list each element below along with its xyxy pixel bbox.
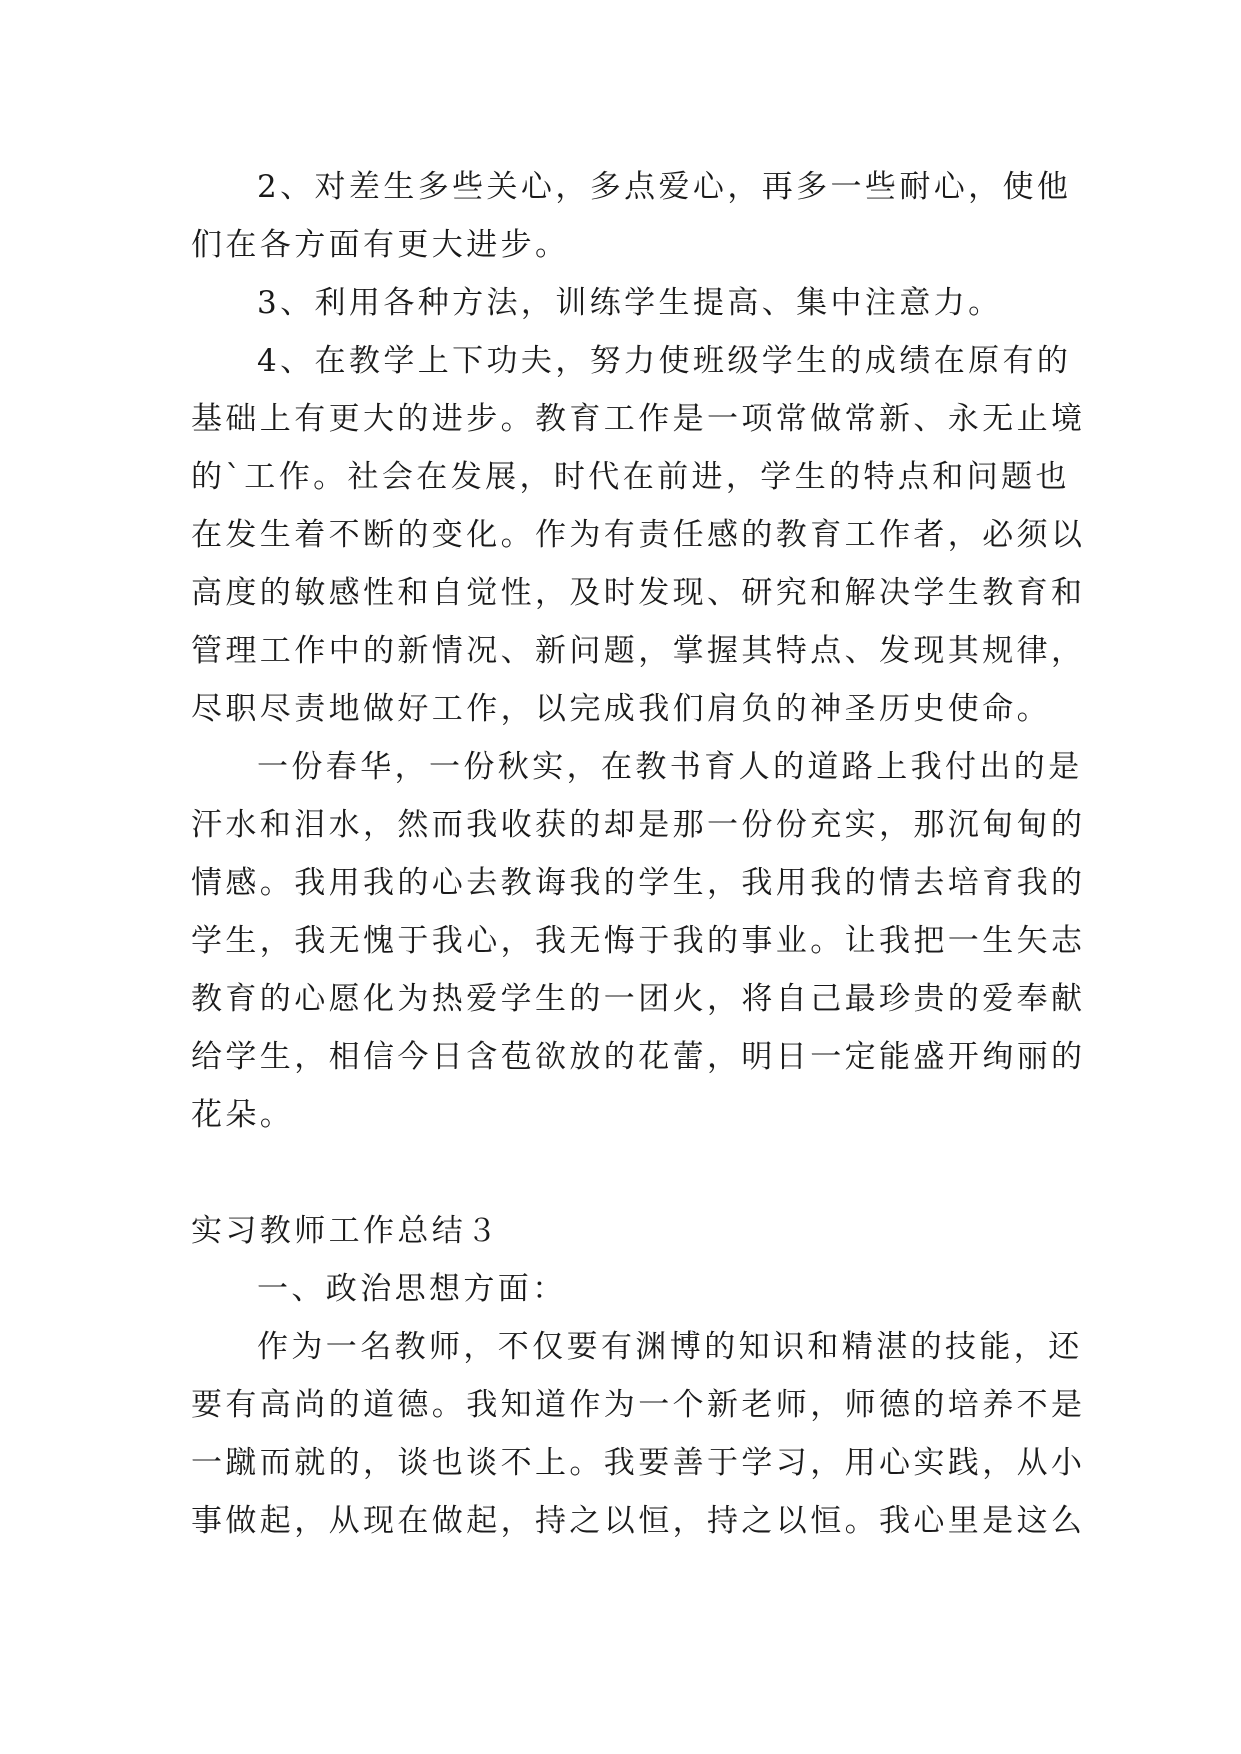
- paragraph-line: 们在各方面有更大进步。: [191, 227, 570, 263]
- paragraph-line: 一蹴而就的，谈也谈不上。我要善于学习，用心实践，从小: [191, 1445, 1086, 1481]
- paragraph-line: 2、对差生多些关心，多点爱心，再多一些耐心，使他: [257, 169, 1072, 205]
- paragraph-line: 教育的心愿化为热爱学生的一团火，将自己最珍贵的爱奉献: [191, 981, 1086, 1017]
- paragraph-line: 的`工作。社会在发展，时代在前进，学生的特点和问题也: [191, 459, 1070, 495]
- blank-line: [191, 1144, 1051, 1202]
- paragraph-line: 汗水和泪水，然而我收获的却是那一份份充实，那沉甸甸的: [191, 807, 1086, 843]
- paragraph-line: 给学生，相信今日含苞欲放的花蕾，明日一定能盛开绚丽的: [191, 1039, 1086, 1075]
- paragraph-line: 要有高尚的道德。我知道作为一个新老师，师德的培养不是: [191, 1387, 1086, 1423]
- paragraph-line: 情感。我用我的心去教诲我的学生，我用我的情去培育我的: [191, 865, 1086, 901]
- paragraph-line: 事做起，从现在做起，持之以恒，持之以恒。我心里是这么: [191, 1503, 1086, 1539]
- paragraph-line: 4、在教学上下功夫，努力使班级学生的成绩在原有的: [257, 343, 1072, 379]
- paragraph-line: 高度的敏感性和自觉性，及时发现、研究和解决学生教育和: [191, 575, 1086, 611]
- paragraph-line: 基础上有更大的进步。教育工作是一项常做常新、永无止境: [191, 401, 1086, 437]
- paragraph-line: 花朵。: [191, 1097, 295, 1133]
- paragraph-line: 一份春华，一份秋实，在教书育人的道路上我付出的是: [257, 749, 1083, 785]
- paragraph-line: 3、利用各种方法，训练学生提高、集中注意力。: [257, 285, 1003, 321]
- paragraph-line: 管理工作中的新情况、新问题，掌握其特点、发现其规律，: [191, 633, 1086, 669]
- paragraph-line: 尽职尽责地做好工作，以完成我们肩负的神圣历史使命。: [191, 691, 1051, 727]
- paragraph-line: 在发生着不断的变化。作为有责任感的教育工作者，必须以: [191, 517, 1086, 553]
- document-body: [191, 158, 1086, 1550]
- section-heading: 实习教师工作总结３: [191, 1213, 501, 1249]
- subsection-heading: 一、政治思想方面：: [257, 1271, 567, 1307]
- paragraph-line: 学生，我无愧于我心，我无悔于我的事业。让我把一生矢志: [191, 923, 1086, 959]
- paragraph-line: 作为一名教师，不仅要有渊博的知识和精湛的技能，还: [257, 1329, 1083, 1365]
